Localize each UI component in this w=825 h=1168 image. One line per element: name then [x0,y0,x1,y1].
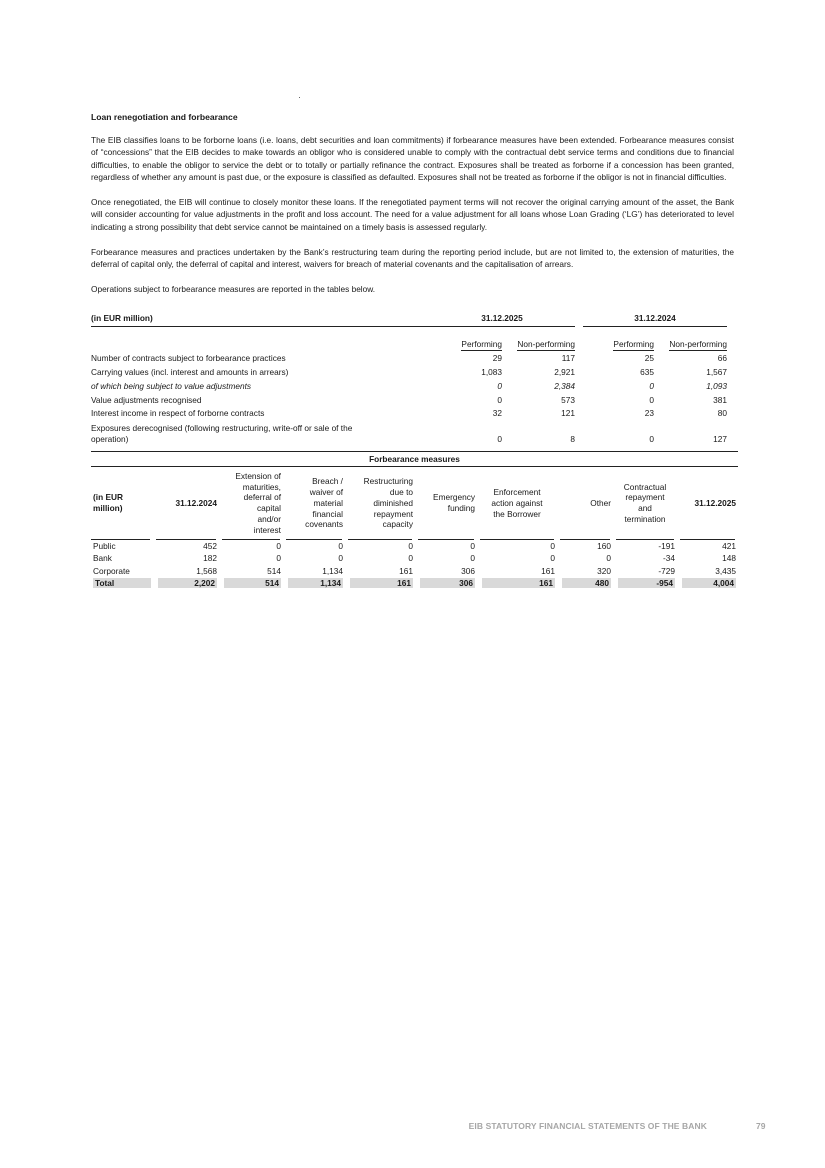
table1-performing-2024: Performing [613,339,654,350]
table2-title: Forbearance measures [91,451,738,466]
cell: 0 [470,553,475,564]
cell: 0 [338,540,343,551]
table2-title-row [91,451,738,466]
cell: 0 [276,540,281,551]
cell: 0 [338,553,343,564]
cell: 2,202 [158,578,217,588]
cell: 2,384 [554,380,575,391]
table1-unit-label: (in EUR million) [91,311,429,326]
table1-date-2024: 31.12.2024 [583,311,727,326]
cell: 514 [224,578,281,588]
cell: 0 [649,380,654,391]
stray-dot [299,97,300,98]
cell: 127 [713,433,727,444]
table2-breach-header: Breach / waiver of material financial covenants [305,476,343,530]
cell: -954 [618,578,675,588]
table2-restructuring-header: Restructuring due to diminished repayment capacity [363,476,413,530]
cell: 1,093 [706,380,727,391]
table2-date-start-header: 31.12.2024 [175,497,217,508]
cell: 0 [649,433,654,444]
cell: 421 [722,540,736,551]
cell: 0 [550,540,555,551]
table-row [91,352,727,366]
row-label: Value adjustments recognised [91,394,202,405]
table-row [91,366,727,380]
cell: -34 [663,553,675,564]
table-row [91,565,738,578]
cell: 23 [644,408,654,419]
table2-enforcement-header: Enforcement action against the Borrower [491,487,543,519]
cell: 452 [203,540,217,551]
row-label: Number of contracts subject to forbearance practices [91,353,286,364]
cell: 0 [550,553,555,564]
table2-header-row [91,466,738,538]
page-content [91,112,734,590]
cell: 573 [561,394,575,405]
table-row [91,552,738,565]
cell: 0 [497,394,502,405]
cell: 480 [562,578,611,588]
table2-unit-header: (in EUR million) [93,492,123,514]
cell: 66 [717,353,727,364]
paragraph-3: Forbearance measures and practices undertaken by the Bank’s restructuring team during the reporting period include, but are not limited to, the extension of maturities, the deferral of capital only, the deferral of capital and interest, waivers for breach of material covenants and the capitalisation of arrears. [91,246,734,270]
row-label: Bank [93,553,112,564]
cell: 161 [350,578,413,588]
cell: 0 [276,553,281,564]
cell: 0 [408,553,413,564]
row-label: Carrying values (incl. interest and amounts in arrears) [91,367,289,378]
table2-other-header: Other [590,497,611,508]
row-label-line1: Exposures derecognised (following restructuring, write-off or sale of the [91,422,353,433]
cell: 2,921 [554,367,575,378]
table2-contractual-header: Contractual repayment and termination [623,481,667,524]
section-heading: Loan renegotiation and forbearance [91,112,238,122]
cell: 4,004 [682,578,736,588]
cell: 0 [470,540,475,551]
total-label: Total [93,578,151,588]
table1-performing-2025: Performing [461,339,502,350]
cell: 3,435 [715,565,736,576]
cell: 1,567 [706,367,727,378]
cell: 29 [492,353,502,364]
table1-nonperforming-2025: Non-performing [517,339,575,350]
cell: 1,134 [322,565,343,576]
table2-date-end-header: 31.12.2025 [694,497,736,508]
table-row [91,421,727,445]
cell: 25 [644,353,654,364]
paragraph-2: Once renegotiated, the EIB will continue to closely monitor these loans. If the renegotiated payment terms will not recover the original carrying amount of the asset, the Bank will consider accounting for value adjustments in the profit and loss account. The need for a value adjustment for all loans whose Loan Grading (‘LG’) has deteriorated to level indicating a strong possibility that debt service cannot be maintained on a timely basis is assessed regularly. [91,197,734,232]
row-label: Public [93,540,116,551]
cell: 1,568 [196,565,217,576]
cell: 80 [717,408,727,419]
cell: 121 [561,408,575,419]
cell: 306 [461,565,475,576]
table-total-row [91,577,738,590]
table-row [91,393,727,407]
table-row [91,407,727,421]
cell: -191 [658,540,675,551]
cell: 117 [561,353,575,364]
cell: 0 [408,540,413,551]
cell: 635 [640,367,654,378]
cell: 8 [570,433,575,444]
cell: 161 [541,565,555,576]
table1-header-row [91,311,727,326]
table1-nonperforming-2024: Non-performing [669,339,727,350]
cell: 161 [399,565,413,576]
table-row [91,379,727,393]
cell: -729 [658,565,675,576]
paragraph-4: Operations subject to forbearance measures are reported in the tables below. [91,283,376,294]
cell: 320 [597,565,611,576]
cell: 160 [597,540,611,551]
row-label: Interest income in respect of forborne contracts [91,408,265,419]
table2-emergency-header: Emergency funding [433,492,475,514]
row-label: Corporate [93,565,130,576]
cell: 182 [203,553,217,564]
cell: 32 [492,408,502,419]
paragraph-1: The EIB classifies loans to be forborne loans (i.e. loans, debt securities and loan commitments) if forbearance measures have been extended. Forbearance measures consist of “concessions” that the EIB decides to make towards an obligor who is considered unable to comply with the contractual debt service terms and conditions due to financial difficulties, to enable the obligor to service the debt or to totally or partially refinance the contract. Exposures shall be treated as forborne if a concession has been granted, regardless of whether any amount is past due, or the exposure is classified as defaulted. Exposures shall not be treated as forborne if the obligor is not in financial difficulties. [91,135,734,183]
cell: 148 [722,553,736,564]
cell: 0 [606,553,611,564]
cell: 0 [497,380,502,391]
table1-subheader-row [91,327,727,352]
forbearance-summary-table [91,311,727,445]
cell: 1,083 [481,367,502,378]
footer-title: EIB STATUTORY FINANCIAL STATEMENTS OF THE BANK [468,1121,707,1131]
forbearance-measures-table [91,451,738,590]
table-row [91,540,738,553]
cell: 0 [649,394,654,405]
cell: 0 [497,433,502,444]
cell: 1,134 [288,578,343,588]
table2-extension-header: Extension of maturities, deferral of capital and/or interest [235,470,281,535]
cell: 161 [482,578,555,588]
cell: 306 [420,578,475,588]
cell: 514 [267,565,281,576]
cell: 381 [713,394,727,405]
table1-date-2025: 31.12.2025 [429,311,575,326]
page-number: 79 [756,1121,766,1131]
row-label: of which being subject to value adjustments [91,380,252,391]
row-label-line2: operation) [91,433,129,444]
